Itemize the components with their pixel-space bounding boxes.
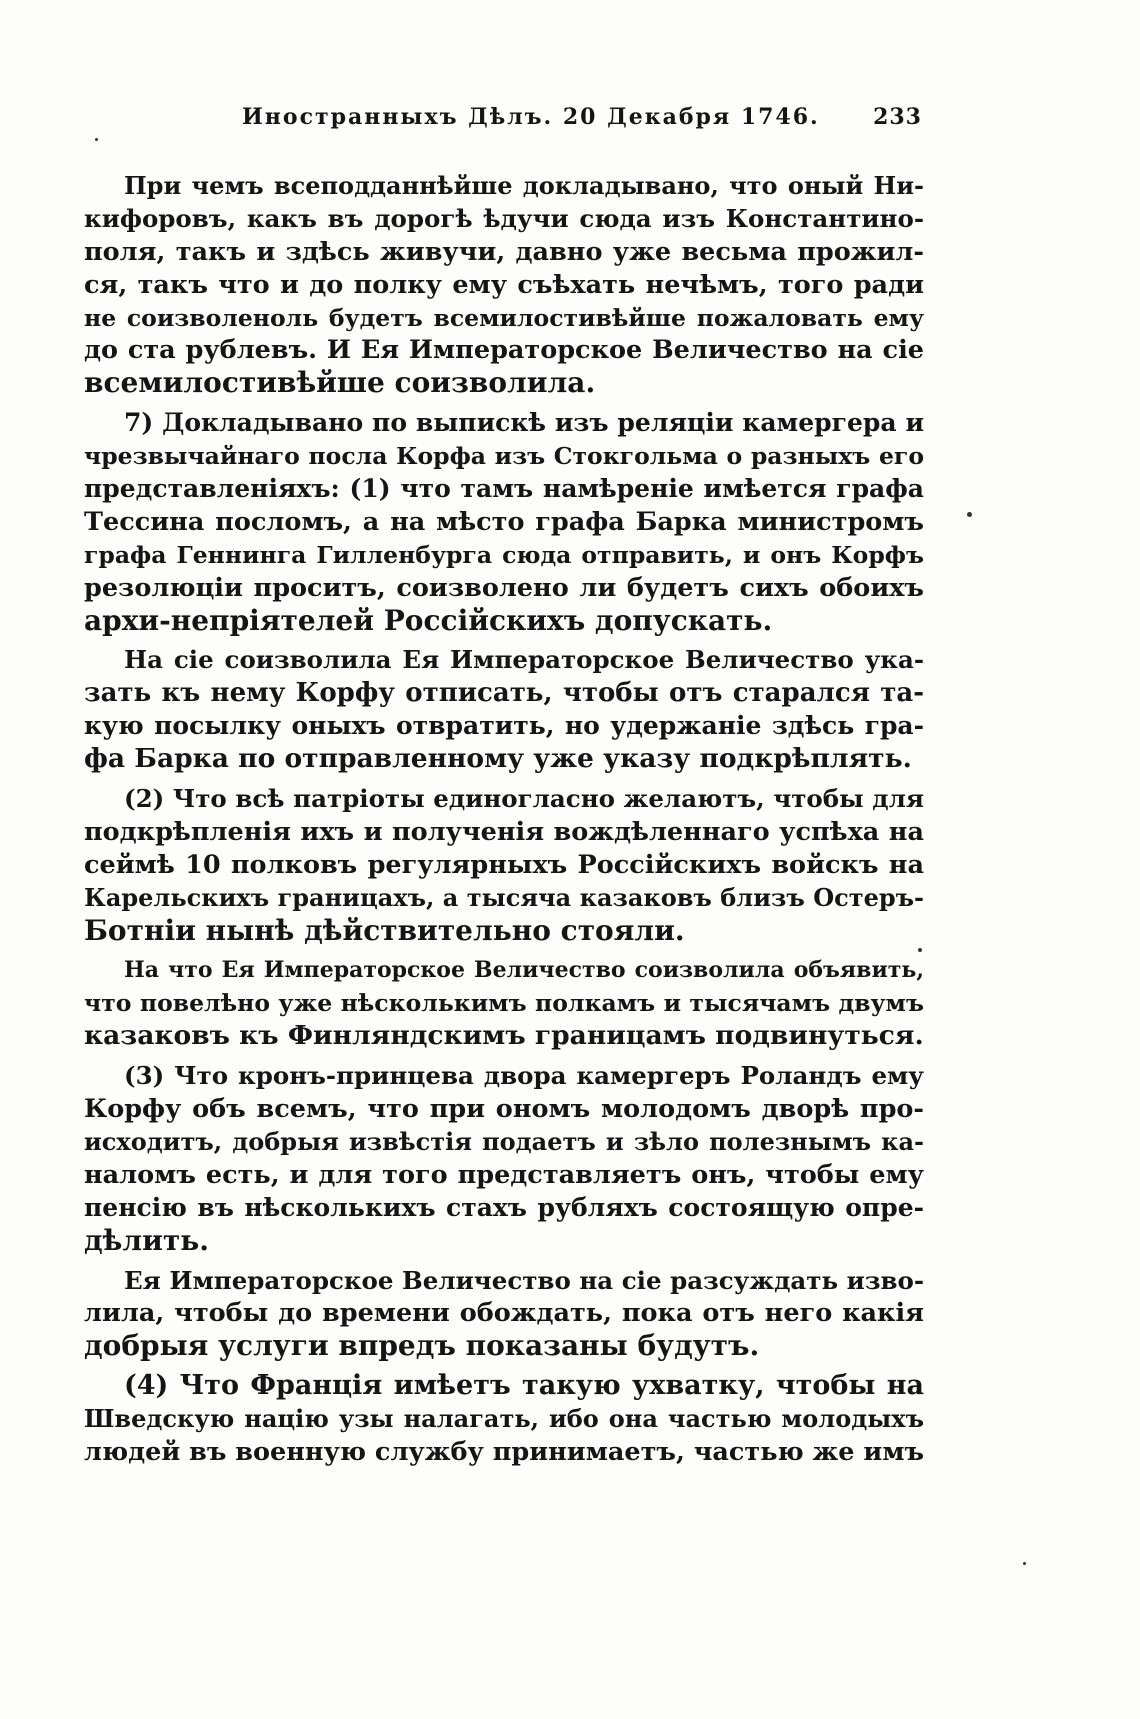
text-line: всемилостивѣйше соизволила. (84, 367, 596, 400)
body-text (84, 170, 924, 1476)
text-line: На что Ея Императорское Величество соизволила объявить, (124, 957, 924, 984)
paragraph-item-4 (84, 1370, 924, 1469)
text-line: поля, такъ и здѣсь живучи, давно уже весьма прожил- (84, 236, 924, 267)
text-line: архи-непріятелей Россійскихъ допускать. (84, 604, 773, 637)
text-line: людей въ военную службу принимаетъ, частью же имъ (84, 1436, 924, 1467)
text-line: что повелѣно уже нѣсколькимъ полкамъ и тысячамъ двумъ (84, 989, 924, 1018)
paragraph-item-7 (84, 407, 924, 637)
running-head: Иностранныхъ Дѣлъ. 20 Декабря 1746. (242, 104, 820, 130)
text-line: На сіе соизволила Ея Императорское Величество ука- (124, 645, 924, 675)
text-line: Тессина посломъ, а на мѣсто графа Барка министромъ (84, 506, 924, 537)
text-line: фа Барка по отправленному уже указу подкрѣплять. (84, 743, 912, 775)
paragraph-resolution-1 (84, 644, 924, 776)
text-line: (2) Что всѣ патріоты единогласно желаютъ, чтобы для (124, 784, 924, 814)
text-line: зать къ нему Корфу отписать, чтобы отъ старался та- (84, 678, 924, 709)
paragraph-resolution-2 (84, 954, 924, 1053)
text-line: кифоровъ, какъ въ дорогѣ ѣдучи сюда изъ Константино- (84, 203, 924, 233)
text-line: дѣлить. (84, 1224, 209, 1257)
margin-speck (918, 948, 922, 952)
text-line: не соизволеноль будетъ всемилостивѣйше пожаловать ему (84, 303, 924, 332)
text-line: лила, чтобы до времени обождать, пока отъ него какія (84, 1298, 924, 1329)
text-line: Ея Императорское Величество на сіе разсуждать изво- (124, 1265, 924, 1295)
page-number: 233 (873, 104, 922, 130)
margin-speck (95, 138, 98, 141)
paragraph-item-2 (84, 783, 924, 947)
text-line: При чемъ всеподданнѣйше докладывано, что оный Ни- (124, 171, 924, 200)
text-line: до ста рублевъ. И Ея Императорское Величество на сіе (84, 335, 924, 366)
paragraph-item-3 (84, 1060, 924, 1257)
text-line: подкрѣпленія ихъ и полученія вождѣленнаго успѣха на (84, 816, 924, 847)
text-line: (4) Что Франція имѣетъ такую ухватку, чтобы на (124, 1370, 924, 1402)
text-line: (3) Что кронъ-принцева двора камергеръ Роландъ ему (124, 1061, 924, 1091)
text-line: чрезвычайнаго посла Корфа изъ Стокгольма о разныхъ его (84, 442, 924, 471)
text-line: пенсію въ нѣсколькихъ стахъ рубляхъ состоящую опре- (84, 1192, 924, 1222)
paragraph-resolution-3 (84, 1265, 924, 1364)
text-line: наломъ есть, и для того представляетъ онъ, чтобы ему (84, 1159, 924, 1190)
text-line: 7) Докладывано по выпискѣ изъ реляціи камергера и (124, 408, 924, 438)
text-line: Ботніи нынѣ дѣйствительно стояли. (84, 914, 685, 947)
text-line: резолюціи проситъ, соизволено ли будетъ сихъ обоихъ (84, 572, 924, 603)
text-line: исходитъ, добрыя извѣстія подаетъ и зѣло полезнымъ ка- (84, 1126, 924, 1156)
text-line: добрыя услуги впредъ показаны будутъ. (84, 1330, 760, 1363)
paragraph-nikiforov (84, 170, 924, 400)
text-line: графа Геннинга Гилленбурга сюда отправить, и онъ Корфъ (84, 540, 924, 569)
page-header (84, 104, 922, 144)
text-line: сеймѣ 10 полковъ регулярныхъ Россійскихъ войскъ на (84, 849, 924, 880)
margin-speck (967, 512, 972, 517)
margin-speck (1023, 1562, 1026, 1565)
text-line: представленіяхъ: (1) что тамъ намѣреніе имѣется графа (84, 474, 924, 504)
text-line: Карельскихъ границахъ, а тысяча казаковъ близъ Остеръ- (84, 882, 924, 912)
text-line: Корфу объ всемъ, что при ономъ молодомъ дворѣ про- (84, 1094, 924, 1125)
text-line: Шведскую націю узы налагать, ибо она частью молодыхъ (84, 1404, 924, 1434)
text-line: казаковъ къ Финляндскимъ границамъ подвинуться. (84, 1020, 924, 1052)
text-line: ся, такъ что и до полку ему съѣхать нечѣмъ, того ради (84, 269, 924, 300)
text-line: кую посылку оныхъ отвратить, но удержаніе здѣсь гра- (84, 711, 924, 741)
